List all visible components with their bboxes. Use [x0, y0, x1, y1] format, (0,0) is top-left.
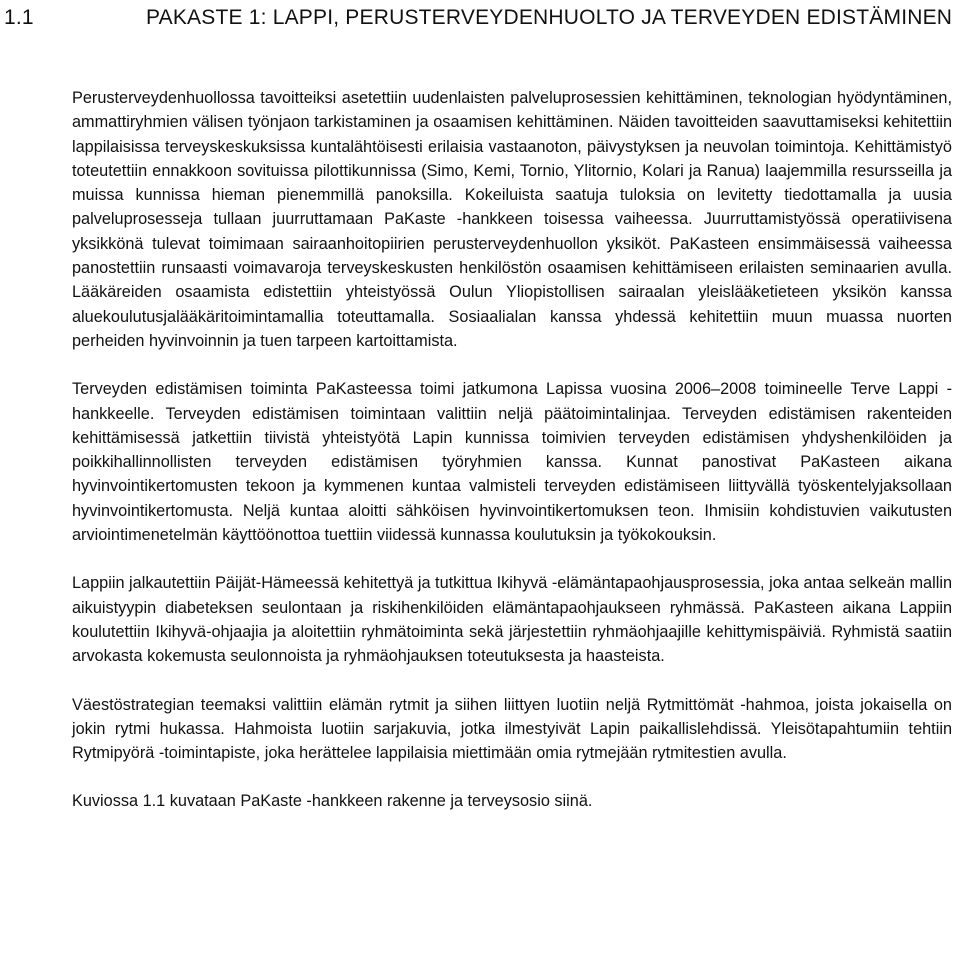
paragraph-ikihyva: Lappiin jalkautettiin Päijät-Hämeessä kehitettyä ja tutkittua Ikihyvä -elämäntapaohjausprosessia, joka antaa selkeän mallin aikuistyypin diabeteksen seulontaan ja riskihenkilöiden elämäntapaohjaukseen ryhmässä. PaKasteen aikana Lappiin koulutettiin Ikihyvä-ohjaajia ja aloitettiin ryhmätoiminta sekä järjestettiin ryhmäohjaajille kehittymispäiviä. Ryhmistä saatiin arvokasta kokemusta seulonnoista ja ryhmäohjauksen toteutuksesta ja haasteista.: [72, 574, 952, 666]
section-heading: [0, 2, 960, 36]
section-number: 1.1: [4, 6, 34, 29]
paragraph-terveyden-edistaminen: Terveyden edistämisen toiminta PaKasteessa toimi jatkumona Lapissa vuosina 2006–2008 toimineelle Terve Lappi -hankkeelle. Terveyden edistämisen toimintaan valittiin neljä päätoimintalinjaa. Terveyden edistämisen rakenteiden kehittämisessä jatkettiin tiivistä yhteistyötä Lapin kunnissa toimivien terveyden edistämisen yhdyshenkilöiden ja poikkihallinnollisten terveyden edistämisen työryhmien kanssa. Kunnat panostivat PaKasteen aikana hyvinvointikertomusten tekoon ja kymmenen kuntaa valmisteli terveyden edistämiseen liittyvällä työskentelyjaksollaan hyvinvointikertomusta. Neljä kuntaa aloitti sähköisen hyvinvointikertomuksen teon. Ihmisiin kohdistuvien vaikutusten arviointimenetelmän käyttöönottoa tuettiin viidessä kunnassa koulutuksin ja työkokouksin.: [72, 380, 952, 545]
paragraph-kuvio-reference: Kuviossa 1.1 kuvataan PaKaste -hankkeen rakenne ja terveysosio siinä.: [72, 792, 593, 811]
paragraph-perusterveydenhuolto: Perusterveydenhuollossa tavoitteiksi asetettiin uudenlaisten palveluprosessien kehittäminen, teknologian hyödyntäminen, ammattiryhmien välisen työnjaon tarkistaminen ja osaamisen kehittäminen. Näiden tavoitteiden saavuttamiseksi kehitettiin lappilaisissa terveyskeskuksissa kuntalähtöisesti erilaisia vastaanoton, päivystyksen ja neuvolan toimintoja. Kehittämistyö toteutettiin ennakkoon sovituissa pilottikunnissa (Simo, Kemi, Tornio, Ylitornio, Kolari ja Ranua) laajemmilla resursseilla ja muissa kunnissa hieman pienemmillä panoksilla. Kokeiluista saatuja tuloksia on levitetty tiedottamalla ja uusia palveluprosesseja tullaan juurruttamaan PaKaste -hankkeen toisessa vaiheessa. Juurruttamistyössä operatiivisena yksikkönä tulevat toimimaan sairaanhoitopiirien perusterveydenhuollon yksiköt. PaKasteen ensimmäisessä vaiheessa panostettiin runsaasti voimavaroja terveyskeskusten henkilöstön osaamisen kehittämiseen erilaisten seminaarien avulla. Lääkäreiden osaamista edistettiin yhteistyössä Oulun Yliopistollisen sairaalan yleislääketieteen yksikön kanssa aluekoulutusjalääkäritoimintamallia toteuttamalla. Sosiaalialan kanssa yhdessä kehitettiin muun muassa nuorten perheiden hyvinvoinnin ja tuen tarpeen kartoittamista.: [72, 89, 952, 350]
paragraph-vaestostrategia: Väestöstrategian teemaksi valittiin elämän rytmit ja siihen liittyen luotiin neljä Rytmittömät -hahmoa, joista jokaisella on jokin rytmi hukassa. Hahmoista luotiin sarjakuvia, jotka ilmestyivät Lapin paikallislehdissä. Yleisötapahtumiin tehtiin Rytmipyörä -toimintapiste, joka herättelee lappilaisia miettimään omia rytmejään rytmitestien avulla.: [72, 695, 952, 763]
body-text: [72, 86, 952, 814]
section-title: PAKASTE 1: LAPPI, PERUSTERVEYDENHUOLTO JA TERVEYDEN EDISTÄMINEN: [146, 6, 953, 29]
